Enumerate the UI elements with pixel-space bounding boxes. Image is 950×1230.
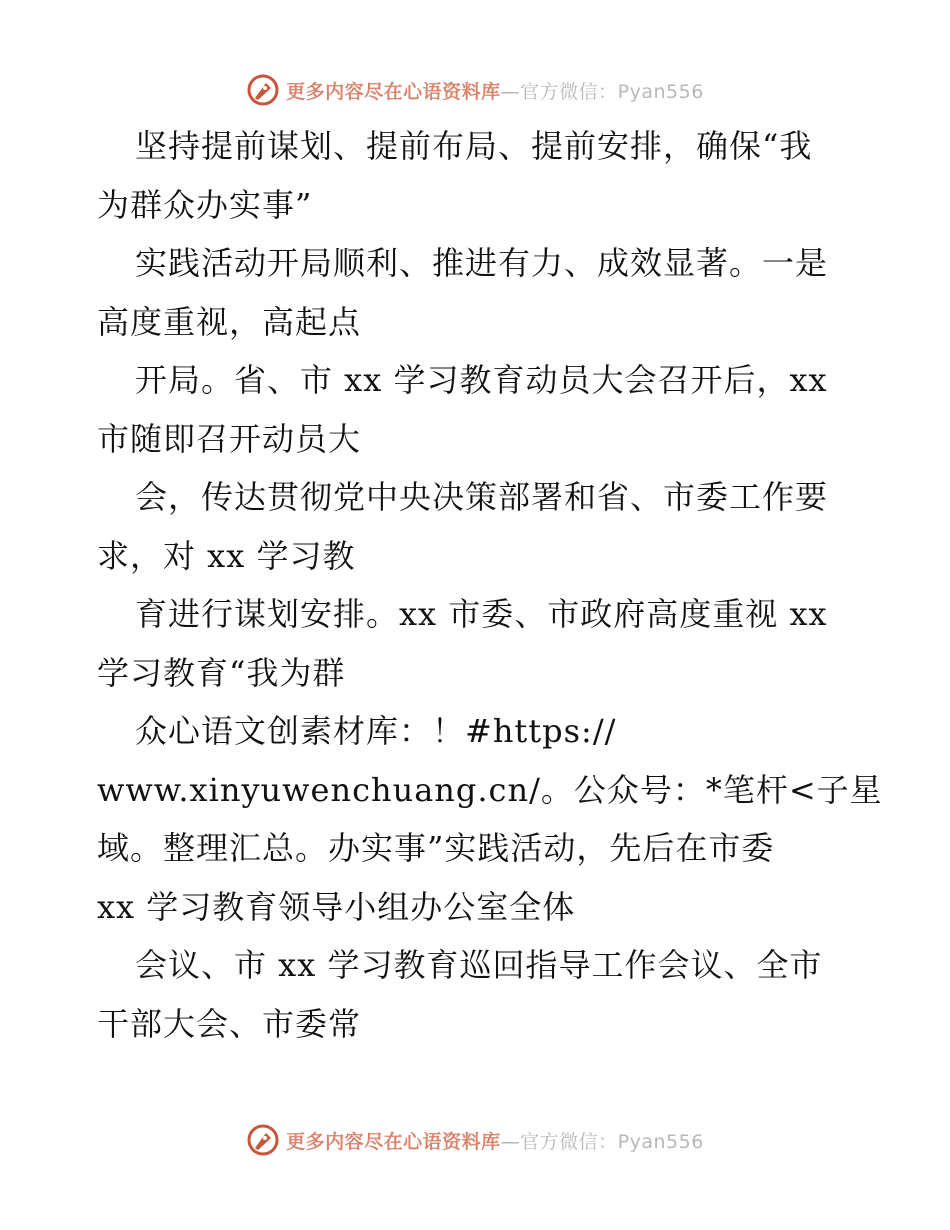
body-line: 求，对 xx 学习教 bbox=[97, 536, 356, 575]
header-banner-content bbox=[246, 73, 704, 107]
body-line: 为群众办实事” bbox=[97, 185, 313, 224]
footer-site-name: 更多内容尽在心语资料库 bbox=[286, 1130, 501, 1153]
body-line: 干部大会、市委常 bbox=[97, 1004, 362, 1043]
body-line: 实践活动开局顺利、推进有力、成效显著。一是 bbox=[135, 244, 829, 282]
header-banner bbox=[0, 70, 950, 110]
pen-nib-logo-icon bbox=[246, 1123, 280, 1157]
body-line: 高度重视，高起点 bbox=[97, 302, 362, 341]
pen-nib-logo-icon bbox=[246, 73, 280, 107]
body-line: 学习教育“我为群 bbox=[97, 653, 346, 692]
body-line: xx 学习教育领导小组办公室全体 bbox=[97, 887, 576, 926]
body-line: 会，传达贯彻党中央决策部署和省、市委工作要 bbox=[135, 478, 829, 516]
header-site-name: 更多内容尽在心语资料库 bbox=[286, 80, 501, 103]
footer-contact: 官方微信：Pyan556 bbox=[520, 1130, 704, 1153]
body-line: 开局。省、市 xx 学习教育动员大会召开后，xx bbox=[135, 361, 828, 399]
body-line: 众心语文创素材库：！#https:// bbox=[135, 712, 617, 750]
body-line: www.xinyuwenchuang.cn/。公众号：*笔杆<子星 bbox=[97, 770, 883, 809]
footer-separator: — bbox=[500, 1130, 521, 1153]
body-line: 市随即召开动员大 bbox=[97, 419, 362, 458]
body-line: 育进行谋划安排。xx 市委、市政府高度重视 xx bbox=[135, 595, 828, 633]
header-separator: — bbox=[500, 80, 521, 103]
header-banner-text bbox=[286, 77, 704, 104]
body-line: 坚持提前谋划、提前布局、提前安排，确保“我 bbox=[135, 127, 813, 165]
header-contact: 官方微信：Pyan556 bbox=[520, 80, 704, 103]
footer-banner-content bbox=[246, 1123, 704, 1157]
footer-banner-text bbox=[286, 1127, 704, 1154]
body-line: 会议、市 xx 学习教育巡回指导工作会议、全市 bbox=[135, 946, 823, 984]
body-line: 域。整理汇总。办实事”实践活动，先后在市委 bbox=[97, 829, 775, 867]
document-body bbox=[97, 117, 883, 1053]
footer-banner bbox=[0, 1120, 950, 1160]
